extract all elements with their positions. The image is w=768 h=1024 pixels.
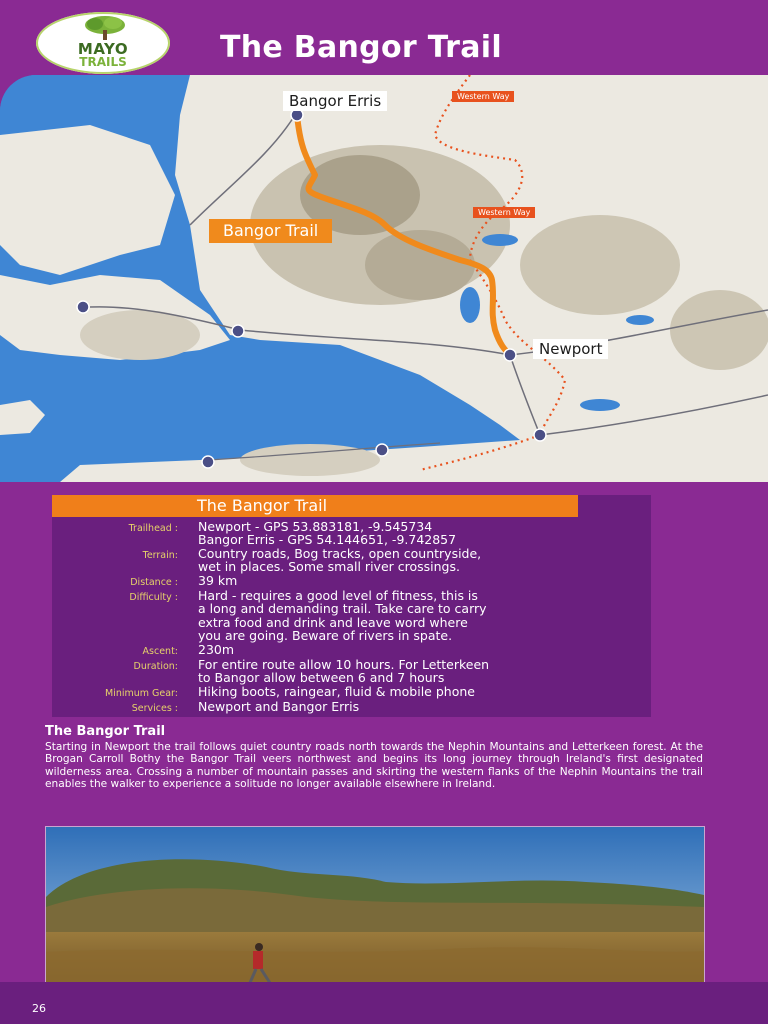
info-row-minimum-gear [52,685,651,700]
town-marker [232,325,244,337]
map-label-western-way: Western Way [473,207,535,218]
info-label: Services : [131,703,178,715]
town-marker [77,301,89,313]
info-label: Ascent: [142,645,178,657]
info-line: Country roads, Bog tracks, open countryside, [198,545,482,561]
info-value [198,574,638,589]
info-line: For entire route allow 10 hours. For Letterkeen [198,657,490,673]
map-label-bangor-erris: Bangor Erris [283,91,387,111]
info-row-services [52,700,651,715]
info-line: Hard - requires a good level of fitness, this is [198,588,478,604]
info-line: extra food and drink and leave word where [198,614,468,630]
map-graphic [0,75,768,482]
town-marker [202,456,214,468]
info-row-trailhead [52,520,651,547]
tree-icon [81,15,129,41]
info-label: Trailhead : [128,523,178,534]
info-line: wet in places. Some small river crossings. [198,559,460,575]
town-marker-newport [504,349,516,361]
logo-text-trails: TRAILS [79,55,127,69]
info-line: Bangor Erris - GPS 54.144651, -9.742857 [198,532,457,548]
trail-map [0,75,768,482]
info-title: The Bangor Trail [52,495,578,517]
map-label-newport: Newport [533,339,608,359]
info-line: Newport and Bangor Erris [198,699,360,715]
map-label-western-way: Western Way [452,91,514,102]
info-line: Hiking boots, raingear, fluid & mobile phone [198,683,475,699]
info-row-ascent [52,643,651,658]
page-title: The Bangor Trail [220,30,502,65]
info-value [198,643,638,658]
info-row-duration [52,658,651,685]
trail-info-box [52,495,651,717]
info-label: Terrain: [142,549,178,561]
info-value [198,547,638,574]
info-line: you are going. Beware of rivers in spate. [198,628,453,644]
info-row-terrain [52,547,651,574]
footer-bar [0,982,768,1024]
info-line: 230m [198,641,235,657]
map-label-bangor-trail: Bangor Trail [209,219,332,243]
info-value [198,520,638,547]
info-label: Minimum Gear: [104,687,178,699]
info-line: a long and demanding trail. Take care to carry [198,601,487,617]
info-label: Difficulty : [129,592,178,604]
info-value [198,685,638,700]
info-row-distance [52,574,651,589]
info-value [198,658,638,685]
info-row-difficulty [52,589,651,643]
info-label: Distance : [130,576,178,588]
description-text: Starting in Newport the trail follows quiet country roads north towards the Nephin Mountains and Letterkeen forest. At the Brogan Carroll Bothy the Bangor Trail veers northwest and begins its long journey through Ireland's first designated wilderness area. Crossing a number of mountain passes and skirting the western flanks of the Nephin Mountains the trail enables the walker to experience a solitude no longer available elsewhere in Ireland. [45,741,703,790]
town-marker [534,429,546,441]
landscape-photo [45,826,705,1000]
info-line: 39 km [198,572,238,588]
landscape-photo-graphic [46,827,704,999]
info-value [198,589,638,643]
info-value [198,700,638,715]
town-marker [376,444,388,456]
page-number: 26 [32,1002,46,1015]
info-line: to Bangor allow between 6 and 7 hours [198,670,445,686]
logo-text-mayo: MAYO [77,40,129,58]
description-title: The Bangor Trail [45,724,166,739]
info-rows [52,520,651,716]
info-label: Duration: [133,661,178,673]
mayo-trails-logo [36,12,170,74]
info-line: Newport - GPS 53.883181, -9.545734 [198,519,433,534]
